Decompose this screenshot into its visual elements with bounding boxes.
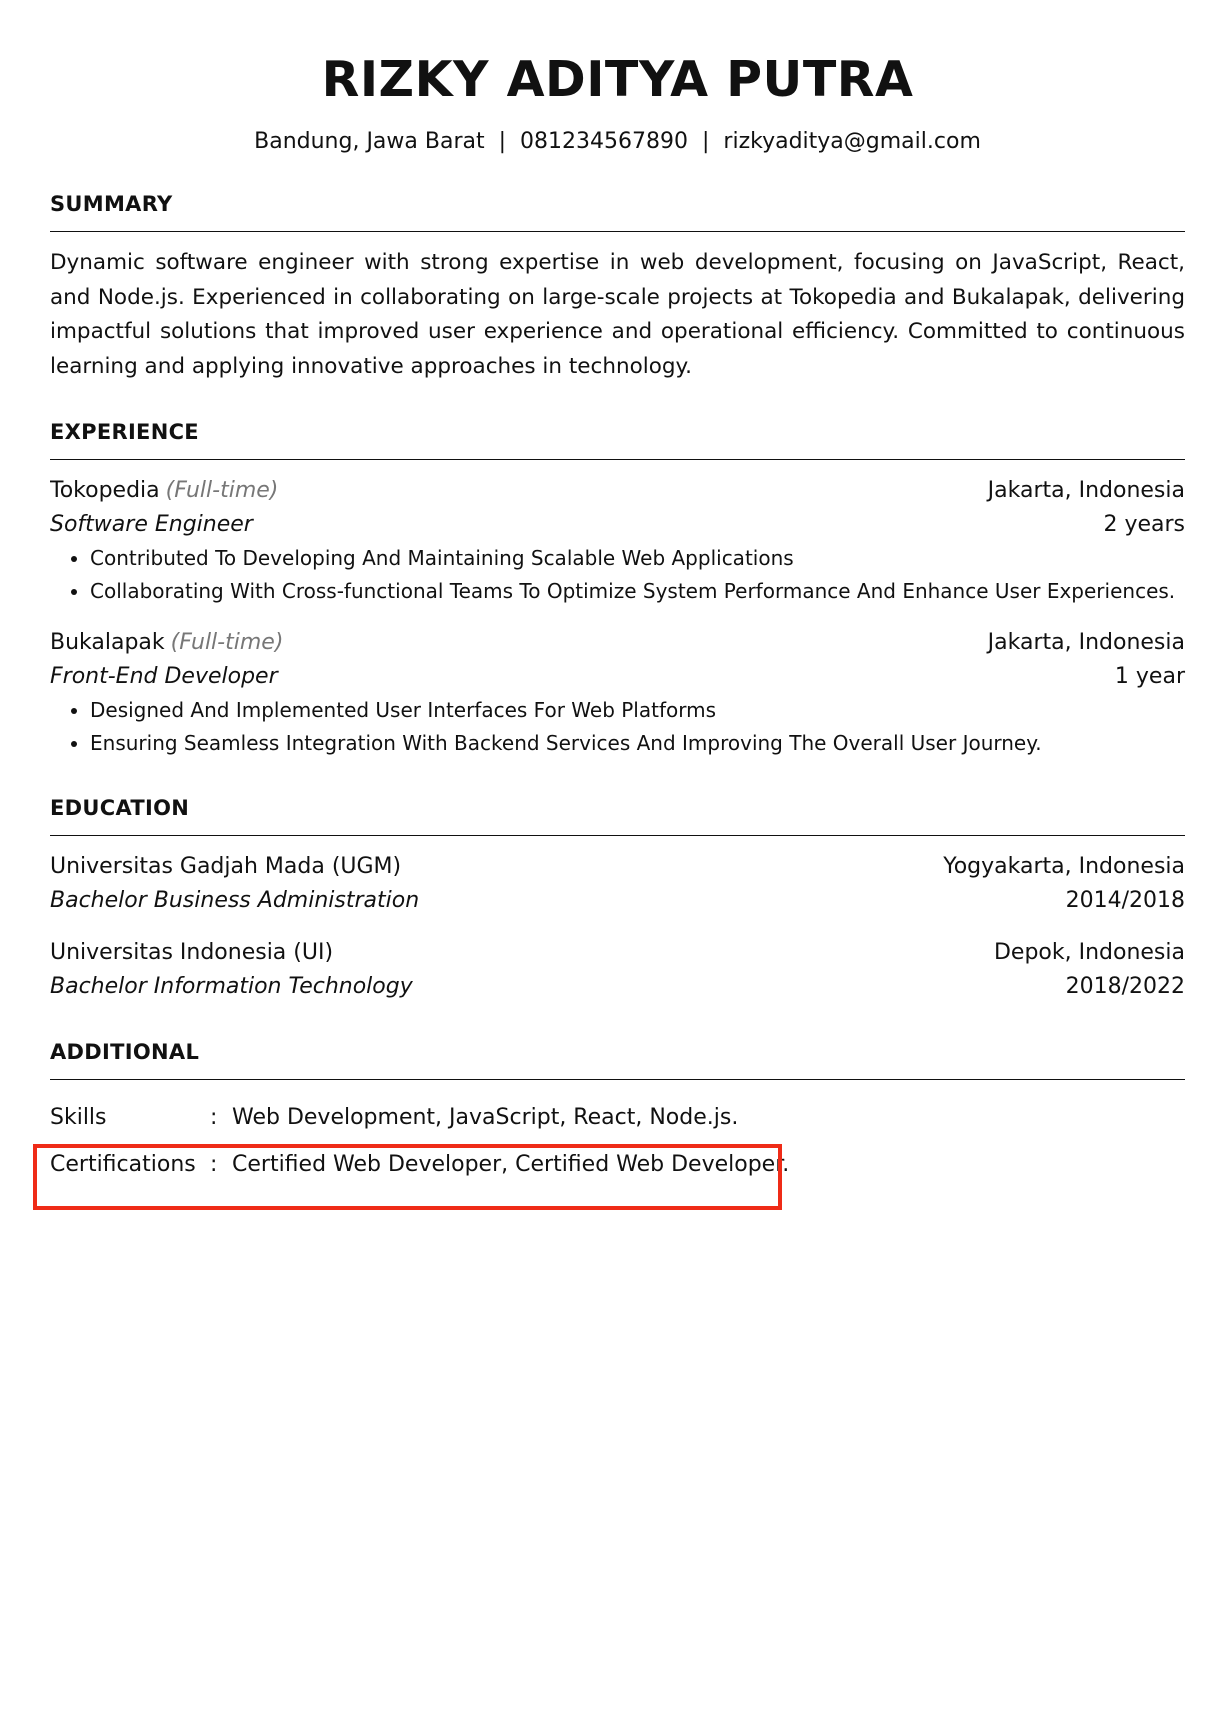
job-duration: 1 year: [1114, 664, 1185, 689]
school-years: 2014/2018: [1065, 888, 1185, 913]
section-title: ADDITIONAL: [50, 1038, 1185, 1080]
bullet-item: • Contributed To Developing And Maintaining Scalable Web Applications: [90, 542, 1185, 575]
section-title: SUMMARY: [50, 190, 1185, 232]
colon: :: [210, 1104, 218, 1130]
company-name: Tokopedia: [50, 478, 160, 503]
job-location: Jakarta, Indonesia: [987, 478, 1185, 503]
contact-email: rizkyaditya@gmail.com: [723, 129, 981, 154]
section-title: EXPERIENCE: [50, 418, 1185, 460]
school-location: Depok, Indonesia: [993, 940, 1185, 965]
school-name: Universitas Indonesia (UI): [50, 940, 334, 965]
education-entry: [50, 850, 1185, 918]
candidate-name: RIZKY ADITYA PUTRA: [321, 51, 914, 108]
bullet-item: • Collaborating With Cross-functional Teams To Optimize System Performance And Enhance User Experiences.: [90, 575, 1185, 608]
job-bullets: [50, 542, 1185, 608]
school-name: Universitas Gadjah Mada (UGM): [50, 854, 402, 879]
contact-separator: |: [702, 129, 710, 154]
job-location: Jakarta, Indonesia: [987, 630, 1185, 655]
bullet-item: • Ensuring Seamless Integration With Backend Services And Improving The Overall User Journey.: [90, 727, 1185, 760]
education-section: [50, 794, 1185, 1004]
colon: :: [210, 1151, 218, 1177]
bullet-item: • Designed And Implemented User Interfaces For Web Platforms: [90, 694, 1185, 727]
job-role: Front-End Developer: [50, 664, 278, 689]
school-location: Yogyakarta, Indonesia: [943, 854, 1185, 879]
experience-section: [50, 418, 1185, 760]
skills-value: Web Development, JavaScript, React, Node.js.: [232, 1104, 739, 1130]
skills-label: Skills: [50, 1104, 107, 1130]
experience-entry: [50, 626, 1185, 760]
job-bullets: [50, 694, 1185, 760]
job-role: Software Engineer: [50, 512, 253, 537]
employment-type: (Full-time): [165, 478, 279, 503]
job-duration: 2 years: [1103, 512, 1185, 537]
contact-separator: |: [498, 129, 507, 154]
company-name: Bukalapak: [50, 630, 165, 655]
experience-entry: [50, 474, 1185, 608]
education-entry: [50, 936, 1185, 1004]
contact-line: [50, 128, 1185, 156]
summary-text: Dynamic software engineer with strong expertise in web development, focusing on JavaScript, React, and Node.js. Experienced in collaborating on large-scale projects at Tokopedia and Bukalapak, delivering impactful solutions that improved user experience and operational efficiency. Committed to continuous learning and applying innovative approaches in technology.: [50, 250, 1185, 379]
degree: Bachelor Business Administration: [50, 888, 420, 913]
contact-phone: 081234567890: [520, 129, 688, 154]
summary-section: [50, 190, 1185, 384]
degree: Bachelor Information Technology: [50, 974, 413, 999]
employment-type: (Full-time): [170, 630, 284, 655]
section-title: EDUCATION: [50, 794, 1185, 836]
contact-location: Bandung, Jawa Barat: [254, 129, 485, 154]
skills-row: [50, 1094, 1185, 1141]
certifications-value: Certified Web Developer, Certified Web Developer.: [232, 1151, 790, 1177]
resume-page: [50, 0, 1185, 1188]
highlight-box: [33, 1144, 782, 1210]
certifications-label: Certifications: [50, 1151, 196, 1177]
school-years: 2018/2022: [1065, 974, 1185, 999]
